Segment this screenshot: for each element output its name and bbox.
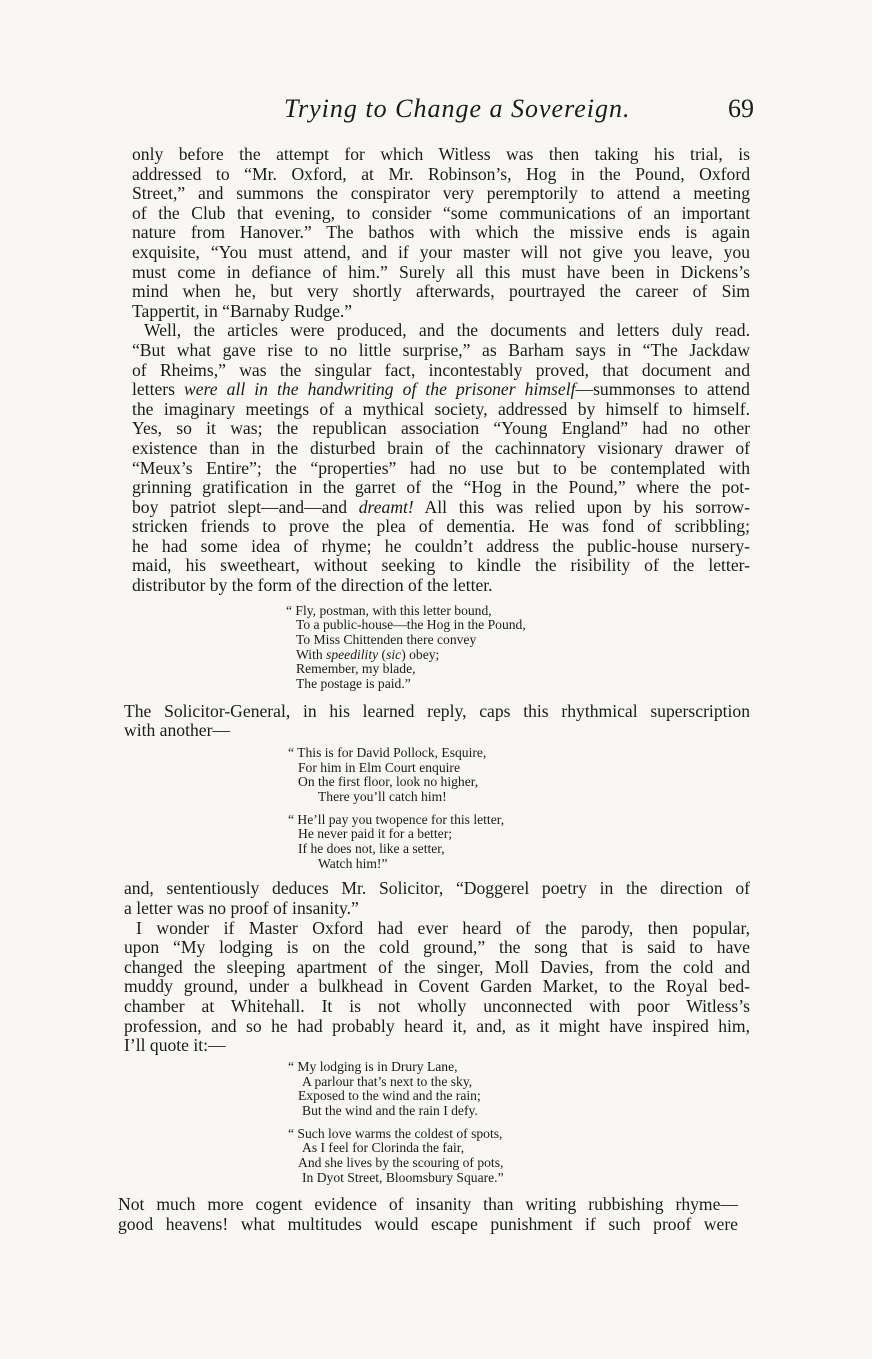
- page-body: [118, 145, 750, 1235]
- text-line: of Rheims,” was the singular fact, incontestably proved, that document and: [132, 360, 750, 380]
- text-run: (: [378, 646, 387, 662]
- text-line: existence than in the disturbed brain of the cachinnatory visionary drawer of: [132, 438, 750, 458]
- text-line: maid, his sweetheart, without seeking to kindle the risibility of the letter-: [132, 556, 750, 576]
- verse-line: “ This is for David Pollock, Esquire,: [288, 744, 487, 760]
- verse-line: On the first floor, look no higher,: [298, 774, 479, 790]
- text-run: letters: [132, 380, 185, 400]
- text-line: grinning gratification in the garret of the “Hog in the Pound,” where the pot-: [132, 478, 750, 498]
- verse-line: “ He’ll pay you twopence for this letter,: [288, 811, 505, 827]
- verse-line: “ Fly, postman, with this letter bound,: [286, 602, 492, 618]
- text-line: stricken friends to prove the plea of dementia. He was fond of scribbling;: [132, 517, 750, 537]
- text-line: nature from Hanover.” The bathos with which the missive ends is again: [132, 223, 750, 243]
- verse-line: Remember, my blade,: [296, 661, 416, 677]
- text-line: I wonder if Master Oxford had ever heard of the parody, then popular,: [136, 918, 750, 938]
- text-line: he had some idea of rhyme; he couldn’t address the public-house nursery-: [132, 536, 750, 556]
- italic-emphasis: speedility: [326, 646, 379, 662]
- paragraph-5: [124, 919, 750, 1056]
- text-line: “Meux’s Entire”; the “properties” had no use but to be contemplated with: [132, 458, 750, 478]
- verse-line: To Miss Chittenden there convey: [296, 632, 477, 648]
- text-line: [132, 498, 750, 518]
- text-line: “But what gave rise to no little surprise,” as Barham says in “The Jackdaw: [132, 340, 750, 360]
- text-line: chamber at Whitehall. It is not wholly unconnected with poor Witless’s: [124, 997, 750, 1017]
- text-line: Well, the articles were produced, and the documents and letters duly read.: [144, 321, 750, 341]
- verse-line: The postage is paid.”: [296, 676, 411, 692]
- text-run: boy patriot slept—and—and: [132, 497, 359, 517]
- text-run: All this was relied upon by his sorrow-: [413, 497, 750, 517]
- text-line: changed the sleeping apartment of the singer, Moll Davies, from the cold and: [124, 957, 750, 977]
- verse-line: Exposed to the wind and the rain;: [298, 1088, 481, 1104]
- verse-line: For him in Elm Court enquire: [298, 759, 460, 775]
- paragraph-1: [132, 145, 750, 321]
- page-number: 69: [728, 94, 754, 123]
- text-line: Not much more cogent evidence of insanity than writing rubbishing rhyme—: [118, 1195, 738, 1215]
- verse-line: A parlour that’s next to the sky,: [302, 1073, 473, 1089]
- verse-line: To a public-house—the Hog in the Pound,: [296, 617, 526, 633]
- verse-line: And she lives by the scouring of pots,: [298, 1154, 504, 1170]
- italic-emphasis: were all in the handwriting of the prisoner himself: [184, 380, 576, 400]
- text-line: and, sententiously deduces Mr. Solicitor, “Doggerel poetry in the direction of: [124, 879, 750, 899]
- verse-line: Watch him!”: [318, 855, 388, 871]
- italic-emphasis: sic: [386, 646, 402, 662]
- text-line: distributor by the form of the direction of the letter.: [132, 576, 493, 596]
- verse-block-3: [288, 1060, 750, 1186]
- verse-line: In Dyot Street, Bloomsbury Square.”: [302, 1169, 504, 1185]
- paragraph-4: [124, 879, 750, 918]
- text-line: the imaginary meetings of a mythical society, addressed by himself to himself.: [132, 399, 750, 419]
- text-line: mind when he, but very shortly afterwards, pourtrayed the career of Sim: [132, 282, 750, 302]
- verse-line: If he does not, like a setter,: [298, 841, 445, 857]
- text-run: ) obey;: [401, 646, 440, 662]
- running-title: Trying to Change a Sovereign.: [284, 94, 631, 123]
- verse-line: [286, 648, 750, 663]
- text-line: Street,” and summons the conspirator very peremptorily to attend a meeting: [132, 184, 750, 204]
- text-line: exquisite, “You must attend, and if your master will not give you leave, you: [132, 242, 750, 262]
- verse-line: “ My lodging is in Drury Lane,: [288, 1058, 458, 1074]
- text-line: with another—: [124, 721, 231, 741]
- text-line: must come in defiance of him.” Surely all this must have been in Dickens’s: [132, 262, 750, 282]
- paragraph-6: [118, 1195, 738, 1234]
- text-line: of the Club that evening, to consider “some communications of an important: [132, 203, 750, 223]
- verse-line: But the wind and the rain I defy.: [302, 1102, 478, 1118]
- text-line: Tappertit, in “Barnaby Rudge.”: [132, 301, 353, 321]
- verse-block-1: [286, 604, 750, 692]
- verse-block-2: [288, 746, 750, 872]
- text-line: good heavens! what multitudes would escape punishment if such proof were: [118, 1214, 738, 1234]
- italic-emphasis: dreamt!: [358, 497, 414, 517]
- text-line: addressed to “Mr. Oxford, at Mr. Robinson’s, Hog in the Pound, Oxford: [132, 164, 750, 184]
- verse-line: “ Such love warms the coldest of spots,: [288, 1125, 503, 1141]
- text-line: profession, and so he had probably heard it, and, as it might have inspired him,: [124, 1016, 750, 1036]
- text-line: The Solicitor-General, in his learned reply, caps this rhythmical superscription: [124, 701, 750, 721]
- text-line: [132, 380, 750, 400]
- text-line: muddy ground, under a bulkhead in Covent Garden Market, to the Royal bed-: [124, 977, 750, 997]
- verse-line: As I feel for Clorinda the fair,: [302, 1140, 465, 1156]
- paragraph-2: [132, 321, 750, 595]
- text-line: upon “My lodging is on the cold ground,” the song that is said to have: [124, 938, 750, 958]
- verse-line: He never paid it for a better;: [298, 826, 452, 842]
- page-header: [0, 94, 872, 134]
- text-run: —summonses to attend: [575, 380, 750, 400]
- text-line: I’ll quote it:—: [124, 1036, 226, 1056]
- text-run: With: [296, 646, 327, 662]
- text-line: a letter was no proof of insanity.”: [124, 899, 359, 919]
- text-line: only before the attempt for which Witless was then taking his trial, is: [132, 145, 750, 164]
- verse-line: There you’ll catch him!: [318, 789, 447, 805]
- paragraph-3: [124, 702, 750, 741]
- text-line: Yes, so it was; the republican association “Young England” had no other: [132, 419, 750, 439]
